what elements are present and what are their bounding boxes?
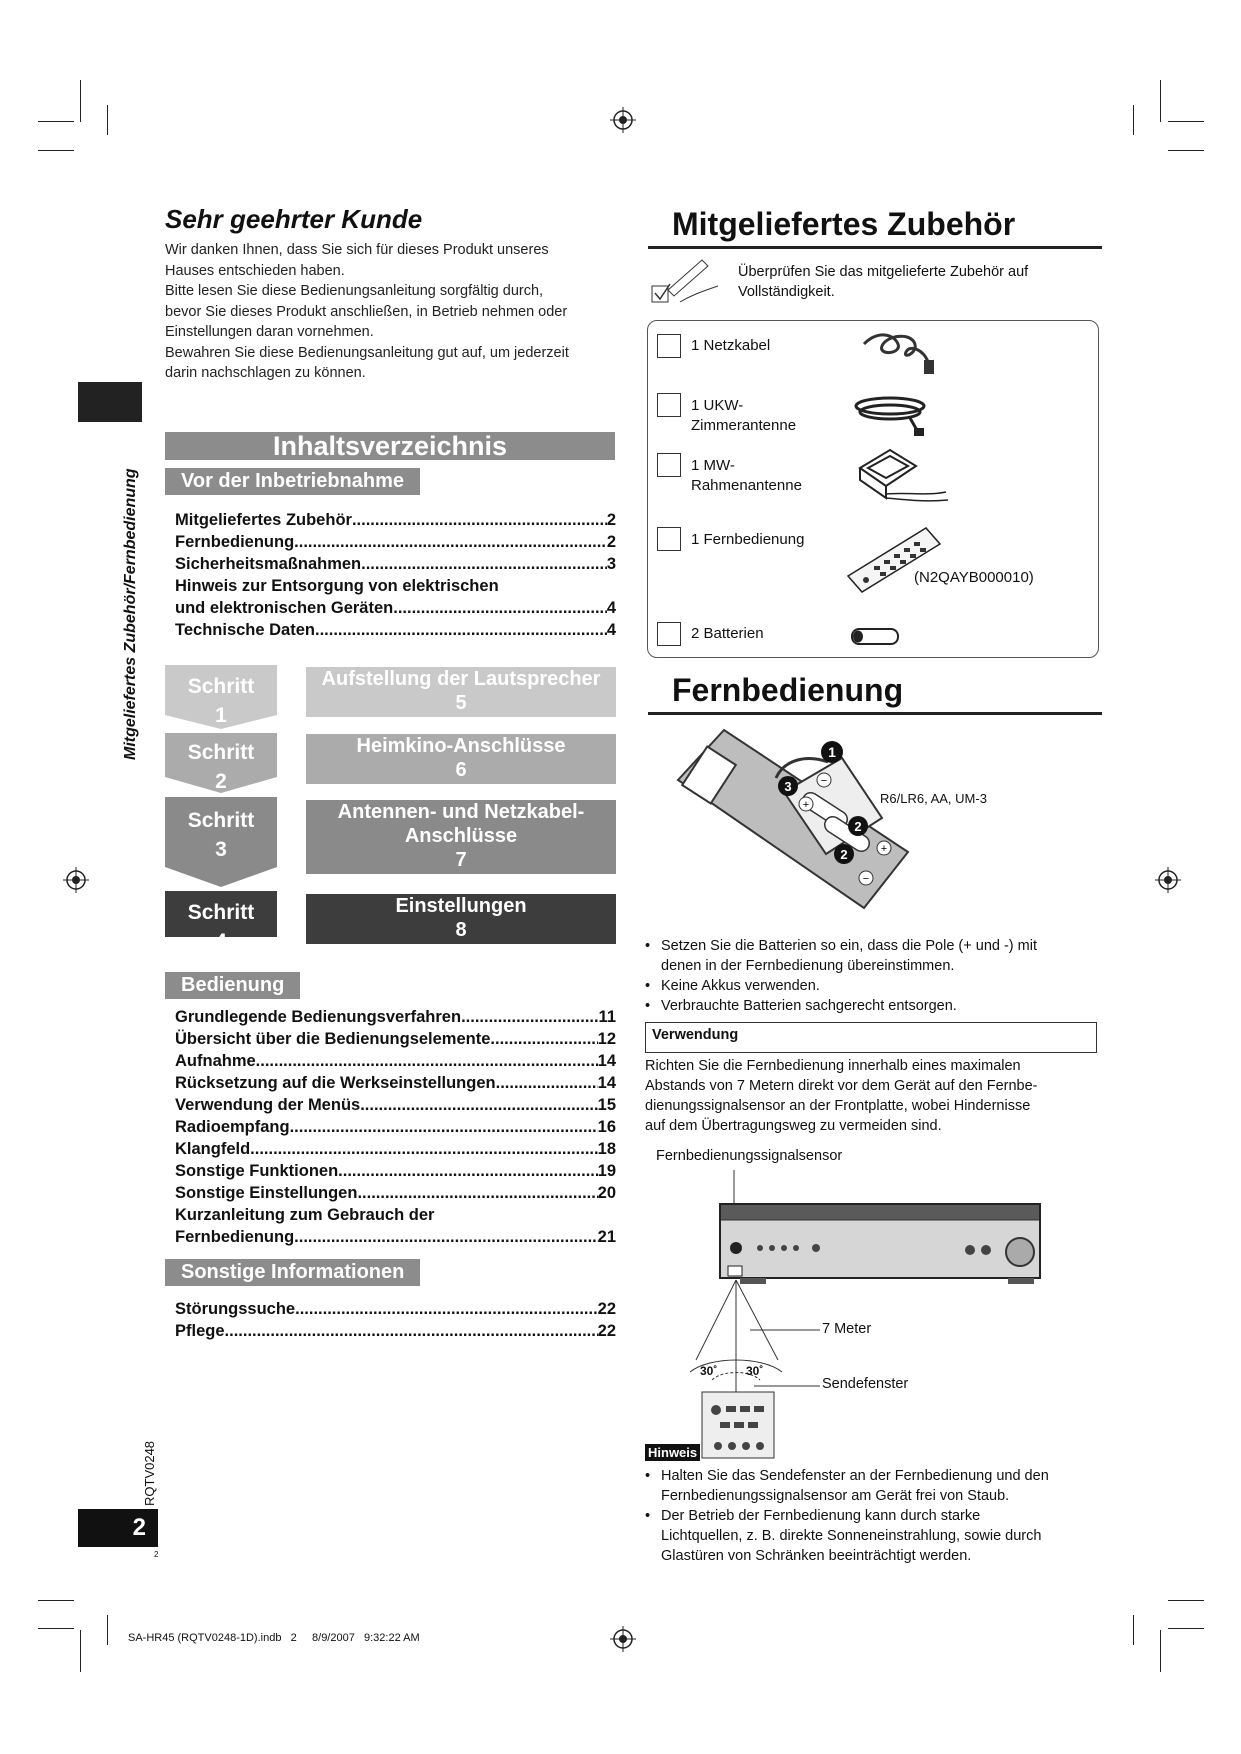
- registration-mark-icon: [63, 867, 89, 893]
- toc-entry[interactable]: Verwendung der Menüs ..... 15: [175, 1094, 616, 1116]
- note-badge: Hinweis: [645, 1444, 700, 1461]
- usage-text: Richten Sie die Fernbedienung innerhalb eines maximalen Abstands von 7 Metern direkt vor dem Gerät auf den Fernbe- dienungssignalsensor an der Frontplatte, wobei Hindernisse auf dem Übertragungsweg zu vermeiden sind.: [645, 1058, 1038, 1134]
- greeting-title: Sehr geehrter Kunde: [165, 204, 423, 234]
- toc-entry[interactable]: Sonstige Einstellungen ..... 20: [175, 1182, 616, 1204]
- crop-mark: [1133, 1615, 1134, 1645]
- accessory-checkbox[interactable]: [657, 453, 681, 477]
- remote-battery-diagram: [672, 722, 940, 918]
- step-3-link[interactable]: Antennen- und Netzkabel- Anschlüsse 7: [306, 800, 616, 874]
- fm-antenna-icon: [850, 392, 932, 438]
- sensor-label: Fernbedienungssignalsensor: [656, 1148, 843, 1164]
- crop-mark: [107, 1615, 108, 1645]
- svg-text:2: 2: [854, 819, 862, 834]
- toc-entry[interactable]: Hinweis zur Entsorgung von elektrischen: [175, 577, 499, 595]
- step-2-link[interactable]: Heimkino-Anschlüsse 6: [306, 734, 616, 784]
- crop-mark: [1133, 105, 1134, 135]
- angle-right-label: 30˚: [746, 1364, 764, 1378]
- toc-entry[interactable]: Technische Daten ..... 4: [175, 619, 616, 641]
- crop-mark: [1168, 1628, 1204, 1629]
- toc-entry[interactable]: Übersicht über die Bedienungselemente ..... 12: [175, 1028, 616, 1050]
- svg-text:3: 3: [784, 779, 792, 794]
- crop-mark: [80, 1630, 81, 1672]
- distance-label: 7 Meter: [822, 1321, 872, 1337]
- svg-text:−: −: [820, 775, 828, 787]
- battery-type-label: R6/LR6, AA, UM-3: [880, 791, 987, 806]
- step-3: Schritt 3: [187, 809, 255, 861]
- crop-mark: [38, 1628, 74, 1629]
- accessory-power-cable: 1 Netzkabel: [691, 337, 771, 354]
- crop-mark: [107, 105, 108, 135]
- step-1-link[interactable]: Aufstellung der Lautsprecher 5: [306, 667, 616, 717]
- registration-mark-icon: [610, 107, 636, 133]
- svg-text:1: 1: [828, 744, 836, 760]
- svg-text:+: +: [802, 799, 810, 811]
- check-pencil-icon: [650, 256, 722, 308]
- crop-mark: [38, 121, 74, 122]
- svg-text:−: −: [862, 873, 870, 885]
- title-rule: [648, 712, 1102, 715]
- toc-section-operation: Bedienung: [165, 972, 300, 999]
- toc-section-before-start: Vor der Inbetriebnahme: [165, 468, 420, 495]
- registration-mark-icon: [610, 1626, 636, 1652]
- doc-code: RQTV0248: [142, 1440, 157, 1506]
- toc-list-before-start: [175, 509, 616, 641]
- receiver-range-diagram: [660, 1170, 1090, 1460]
- accessory-checkbox[interactable]: [657, 622, 681, 646]
- file-info: SA-HR45 (RQTV0248-1D).indb 2 8/9/2007 9:32:22 AM: [128, 1632, 420, 1644]
- toc-entry[interactable]: Störungssuche ..... 22: [175, 1298, 616, 1320]
- accessory-am-loop-antenna: 1 MW- Rahmenantenne: [691, 457, 802, 494]
- registration-mark-icon: [1155, 867, 1181, 893]
- remote-title: Fernbedienung: [672, 672, 904, 708]
- toc-entry[interactable]: Sicherheitsmaßnahmen ..... 3: [175, 553, 616, 575]
- note-text: • Halten Sie das Sendefenster an der Fernbedienung und den Fernbedienungssignalsensor am Gerät frei von Staub. • Der Betrieb der Fernbedienung kann durch starke Lichtquellen, z. B. direkte Sonneneinstrahlung, sowie durch Glastüren von Schränken beeinträchtigt werden.: [645, 1466, 1097, 1566]
- toc-entry[interactable]: Rücksetzung auf die Werkseinstellungen ..... 14: [175, 1072, 616, 1094]
- svg-text:+: +: [880, 843, 888, 855]
- toc-entry[interactable]: Klangfeld ..... 18: [175, 1138, 616, 1160]
- accessory-checkbox[interactable]: [657, 527, 681, 551]
- battery-bullets: • Setzen Sie die Batterien so ein, dass die Pole (+ und -) mit denen in der Fernbedienung übereinstimmen. • Keine Akkus verwenden. • Verbrauchte Batterien sachgerecht entsorgen.: [645, 936, 1097, 1016]
- title-rule: [648, 246, 1102, 249]
- toc-entry[interactable]: Aufnahme ..... 14: [175, 1050, 616, 1072]
- remote-model-code: (N2QAYB000010): [914, 569, 1034, 586]
- toc-entry[interactable]: Fernbedienung ..... 21: [175, 1226, 616, 1248]
- accessory-checkbox[interactable]: [657, 393, 681, 417]
- accessories-intro: Überprüfen Sie das mitgelieferte Zubehör auf Vollständigkeit.: [738, 264, 1029, 300]
- window-label: Sendefenster: [822, 1376, 909, 1392]
- accessory-batteries: 2 Batterien: [691, 625, 764, 642]
- step-1: Schritt 1: [187, 675, 255, 727]
- crop-mark: [80, 80, 81, 122]
- toc-list-operation: [175, 1006, 616, 1248]
- accessory-fm-antenna: 1 UKW- Zimmerantenne: [691, 397, 797, 434]
- toc-entry[interactable]: Mitgeliefertes Zubehör ..... 2: [175, 509, 616, 531]
- toc-section-other: Sonstige Informationen: [165, 1259, 420, 1286]
- toc-entry[interactable]: Radioempfang ..... 16: [175, 1116, 616, 1138]
- usage-header-box: [645, 1022, 1097, 1053]
- step-4-link[interactable]: Einstellungen 8: [306, 894, 616, 944]
- page-number: 2: [78, 1509, 158, 1547]
- crop-mark: [1168, 150, 1204, 151]
- toc-entry[interactable]: Fernbedienung ..... 2: [175, 531, 616, 553]
- crop-mark: [1168, 121, 1204, 122]
- step-2: Schritt 2: [187, 741, 255, 793]
- crop-mark: [1160, 80, 1161, 122]
- toc-entry[interactable]: Pflege ..... 22: [175, 1320, 616, 1342]
- crop-mark: [1168, 1600, 1204, 1601]
- svg-text:2: 2: [840, 847, 848, 862]
- am-loop-antenna-icon: [846, 446, 956, 508]
- accessory-remote: 1 Fernbedienung: [691, 531, 805, 548]
- crop-mark: [38, 150, 74, 151]
- toc-entry[interactable]: Sonstige Funktionen ..... 19: [175, 1160, 616, 1182]
- side-label: Mitgeliefertes Zubehör/Fernbedienung: [122, 468, 139, 760]
- toc-title: Inhaltsverzeichnis: [165, 432, 615, 460]
- side-tab-marker: [78, 382, 142, 422]
- toc-entry[interactable]: Kurzanleitung zum Gebrauch der: [175, 1206, 435, 1224]
- crop-mark: [1160, 1630, 1161, 1672]
- greeting-text: Wir danken Ihnen, dass Sie sich für dieses Produkt unseres Hauses entschieden haben. Bitte lesen Sie diese Bedienungsanleitung sorgfältig durch, bevor Sie dieses Produkt anschließen, in Betrieb nehmen oder Einstellungen daran vornehmen. Bewahren Sie diese Bedienungsanleitung gut auf, um jederzeit darin nachschlagen zu können.: [165, 242, 569, 381]
- toc-entry[interactable]: und elektronischen Geräten ..... 4: [175, 597, 616, 619]
- step-4: Schritt 4: [187, 901, 255, 953]
- crop-mark: [38, 1600, 74, 1601]
- toc-list-other: [175, 1298, 616, 1342]
- accessory-checkbox[interactable]: [657, 334, 681, 358]
- accessories-title: Mitgeliefertes Zubehör: [672, 206, 1016, 242]
- battery-icon: [848, 626, 904, 648]
- angle-left-label: 30˚: [700, 1364, 718, 1378]
- toc-entry[interactable]: Grundlegende Bedienungsverfahren ..... 11: [175, 1006, 616, 1028]
- page-number-small: 2: [154, 1550, 159, 1559]
- usage-title: Verwendung: [652, 1027, 739, 1043]
- power-cable-icon: [858, 326, 938, 378]
